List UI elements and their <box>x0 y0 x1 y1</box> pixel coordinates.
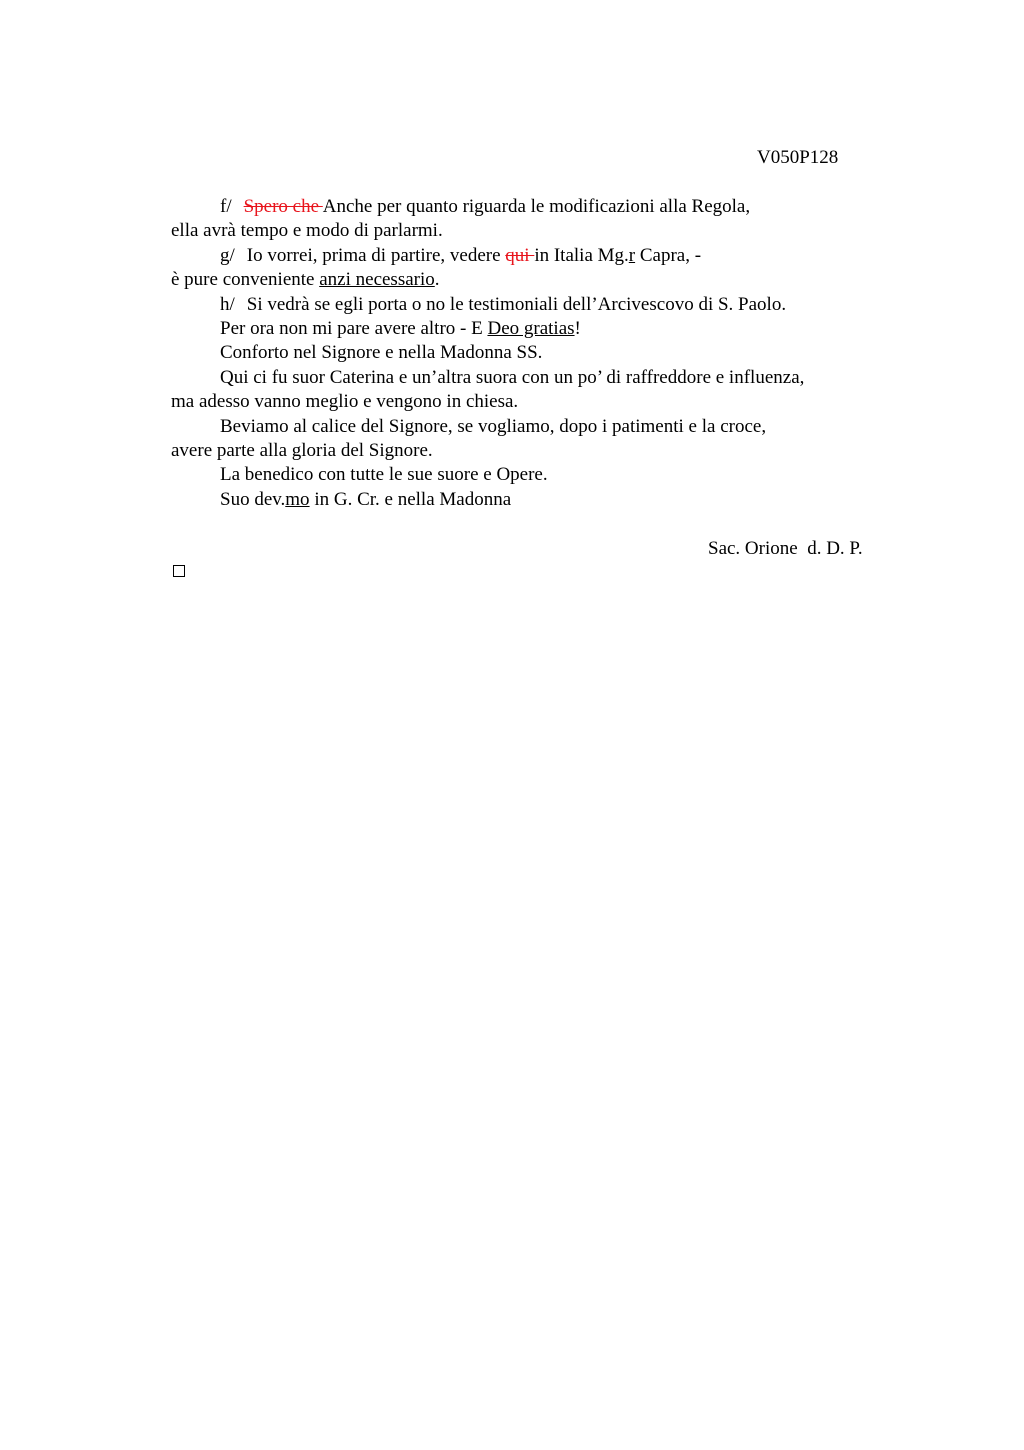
paragraph-g-line-2 <box>171 268 871 292</box>
underlined-text: Deo gratias <box>487 317 575 339</box>
paragraph-text: Si vedrà se egli porta o no le testimoniali dell’Arcivescovo di S. Paolo. <box>246 293 787 315</box>
paragraph-4-line-1: Beviamo al calice del Signore, se vogliamo, dopo i patimenti e la croce, <box>220 415 767 437</box>
item-marker-h: h/ <box>220 293 235 315</box>
paragraph-4-line-2: avere parte alla gloria del Signore. <box>171 439 433 461</box>
deleted-text: qui <box>505 244 535 266</box>
underlined-text: anzi necessario <box>319 269 435 291</box>
paragraph-h-line-1 <box>171 293 871 317</box>
paragraph-2: Conforto nel Signore e nella Madonna SS. <box>220 342 543 364</box>
paragraph-text: Per ora non mi pare avere altro - E <box>220 317 488 339</box>
checkbox-glyph <box>173 565 185 577</box>
paragraph-f-line-1 <box>171 195 871 219</box>
item-marker-g: g/ <box>220 244 235 266</box>
underlined-text: mo <box>285 488 310 510</box>
letter-body <box>171 195 871 512</box>
paragraph-text: Suo dev. <box>220 488 286 510</box>
deleted-text: Spero che <box>243 196 323 217</box>
paragraph-f-line-2: ella avrà tempo e modo di parlarmi. <box>171 220 443 242</box>
paragraph-text: Anche per quanto riguarda le modificazioni alla Regola, <box>322 196 751 217</box>
paragraph-text: in Italia Mg. <box>534 244 629 266</box>
paragraph-text: . <box>434 269 440 291</box>
paragraph-text: in G. Cr. e nella Madonna <box>309 488 512 510</box>
paragraph-text: ! <box>574 317 581 339</box>
underlined-text: r <box>628 244 636 266</box>
paragraph-5: La benedico con tutte le sue suore e Opere. <box>220 464 548 486</box>
paragraph-3-line-2: ma adesso vanno meglio e vengono in chiesa. <box>171 391 519 413</box>
paragraph-text: è pure conveniente <box>171 269 320 291</box>
paragraph-3-line-1: Qui ci fu suor Caterina e un’altra suora con un po’ di raffreddore e influenza, <box>220 366 805 388</box>
item-marker-f: f/ <box>220 196 232 217</box>
signature: Sac. Orione d. D. P. <box>708 538 863 559</box>
paragraph-text: Io vorrei, prima di partire, vedere <box>246 244 506 266</box>
paragraph-g-line-1 <box>171 244 871 268</box>
paragraph-1 <box>171 317 871 341</box>
paragraph-text: Capra, - <box>635 244 702 266</box>
closing-line <box>171 488 871 512</box>
page-identifier: V050P128 <box>757 147 839 168</box>
